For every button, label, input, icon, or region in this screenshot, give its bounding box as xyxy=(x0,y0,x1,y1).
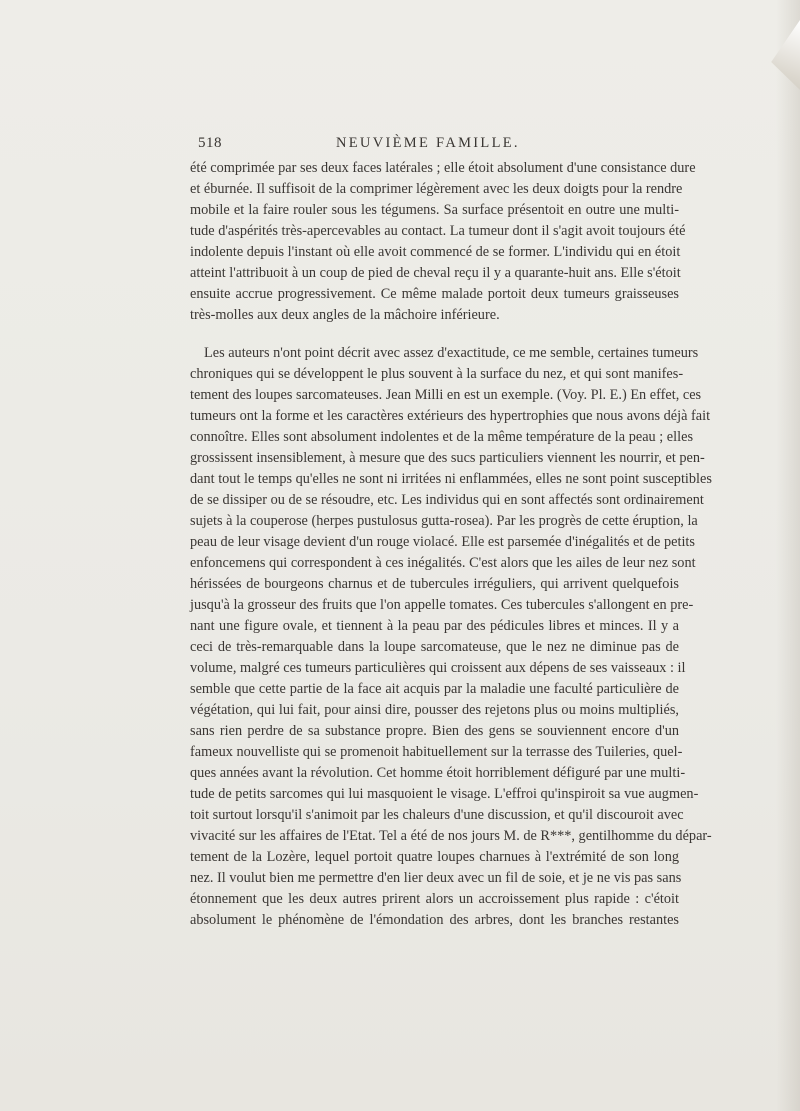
text-line: sans rien perdre de sa substance propre. Bien des gens se souviennent encore d'un xyxy=(190,723,679,739)
text-line: été comprimée par ses deux faces latérales ; elle étoit absolument d'une consistance dure xyxy=(190,160,696,176)
text-line: et éburnée. Il suffisoit de la comprimer légèrement avec les deux doigts pour la rendre xyxy=(190,181,683,197)
text-line: ques années avant la révolution. Cet homme étoit horriblement défiguré par une multi- xyxy=(190,765,686,781)
text-line: Les auteurs n'ont point décrit avec assez d'exactitude, ce me semble, certaines tumeurs xyxy=(204,345,699,361)
text-line: nez. Il voulut bien me permettre d'en lier deux avec un fil de soie, et je ne vis pas sans xyxy=(190,870,682,886)
text-line: vivacité sur les affaires de l'Etat. Tel a été de nos jours M. de R***, gentilhomme du dépar- xyxy=(190,828,712,844)
page-header xyxy=(198,135,628,157)
text-line: ceci de très-remarquable dans la loupe sarcomateuse, que le nez ne diminue pas de xyxy=(190,639,679,655)
text-line: semble que cette partie de la face ait acquis par la maladie une faculté particulière de xyxy=(190,681,679,697)
text-line: dant tout le temps qu'elles ne sont ni irritées ni enflammées, elles ne sont point susceptibles xyxy=(190,471,712,487)
page-edge-shadow xyxy=(776,0,800,1111)
text-line: absolument le phénomène de l'émondation des arbres, dont les branches restantes xyxy=(190,912,679,928)
page-number: 518 xyxy=(198,135,222,151)
text-line: chroniques qui se développent le plus souvent à la surface du nez, et qui sont manifes- xyxy=(190,366,684,382)
paragraph-gap xyxy=(190,326,679,343)
text-line: hérissées de bourgeons charnus et de tubercules irréguliers, qui arrivent quelquefois xyxy=(190,576,679,592)
text-line: indolente depuis l'instant où elle avoit commencé de se former. L'individu qui en étoit xyxy=(190,244,681,260)
text-line: tement des loupes sarcomateuses. Jean Milli en est un exemple. (Voy. Pl. E.) En effet, ces xyxy=(190,387,702,403)
text-line: ensuite accrue progressivement. Ce même malade portoit deux tumeurs graisseuses xyxy=(190,286,679,302)
text-line: toit surtout lorsqu'il s'animoit par les chaleurs d'une discussion, et qu'il discouroit avec xyxy=(190,807,684,823)
text-line: volume, malgré ces tumeurs particulières qui croissent aux dépens de ses vaisseaux : il xyxy=(190,660,686,676)
text-line: de se dissiper ou de se résoudre, etc. Les individus qui en sont affectés sont ordinairement xyxy=(190,492,704,508)
body-text xyxy=(190,158,712,931)
text-line: grossissent insensiblement, à mesure que des sucs particuliers viennent les nourrir, et pen- xyxy=(190,450,705,466)
text-line: enfoncemens qui correspondent à ces inégalités. C'est alors que les ailes de leur nez sont xyxy=(190,555,696,571)
text-line: nant une figure ovale, et tiennent à la peau par des pédicules libres et minces. Il y a xyxy=(190,618,679,634)
text-line: atteint l'attribuoit à un coup de pied de cheval reçu il y a quarante-huit ans. Elle s'étoit xyxy=(190,265,681,281)
text-line: très-molles aux deux angles de la mâchoire inférieure. xyxy=(190,307,500,323)
running-head: NEUVIÈME FAMILLE. xyxy=(336,135,520,151)
text-line: sujets à la couperose (herpes pustulosus gutta-rosea). Par les progrès de cette éruption, la xyxy=(190,513,698,529)
paragraph xyxy=(190,158,696,326)
text-line: tement de la Lozère, lequel portoit quatre loupes charnues à l'extrémité de son long xyxy=(190,849,679,865)
text-line: jusqu'à la grosseur des fruits que l'on appelle tomates. Ces tubercules s'allongent en pre- xyxy=(190,597,694,613)
text-line: peau de leur visage devient d'un rouge violacé. Elle est parsemée d'inégalités et de petits xyxy=(190,534,695,550)
text-line: végétation, qui lui fait, pour ainsi dire, pousser des rejetons plus ou moins multipliés, xyxy=(190,702,679,718)
paragraph xyxy=(190,343,712,931)
text-line: étonnement que les deux autres prirent alors un accroissement plus rapide : c'étoit xyxy=(190,891,679,907)
text-line: tude de petits sarcomes qui lui masquoient le visage. L'effroi qu'inspiroit sa vue augmen- xyxy=(190,786,699,802)
text-line: fameux nouvelliste qui se promenoit habituellement sur la terrasse des Tuileries, quel- xyxy=(190,744,683,760)
text-line: connoître. Elles sont absolument indolentes et de la même température de la peau ; elles xyxy=(190,429,694,445)
text-line: tumeurs ont la forme et les caractères extérieurs des hypertrophies que nous avons déjà fait xyxy=(190,408,711,424)
text-line: mobile et la faire rouler sous les tégumens. Sa surface présentoit en outre une multi- xyxy=(190,202,679,218)
text-line: tude d'aspérités très-apercevables au contact. La tumeur dont il s'agit avoit toujours été xyxy=(190,223,686,239)
